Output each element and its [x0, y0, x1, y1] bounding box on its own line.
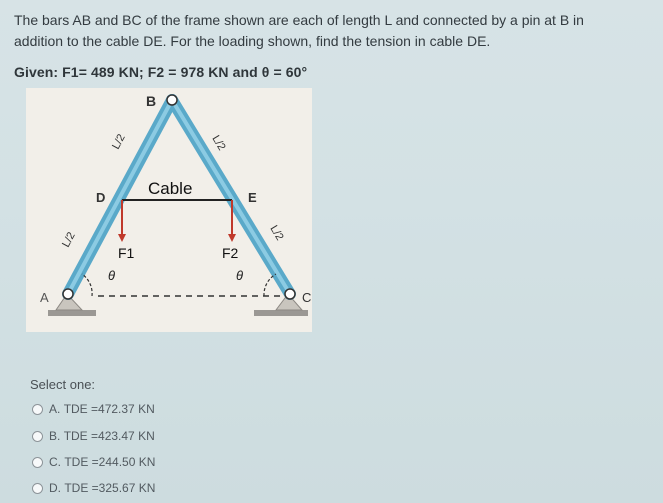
- given-values: [14, 64, 307, 80]
- given-text: Given: F1= 489 KN; F2 = 978 KN and θ = 60°: [14, 64, 308, 80]
- f2-label: F2: [222, 245, 239, 261]
- radio-c-icon[interactable]: [32, 457, 43, 468]
- force-f1-arrow-icon: [118, 234, 126, 242]
- question-text: [14, 10, 644, 52]
- label-c: C: [302, 290, 312, 305]
- cable-label: Cable: [148, 179, 193, 198]
- svg-text:L/2: L/2: [209, 133, 228, 153]
- option-d-letter: D.: [49, 481, 61, 495]
- theta-left-label: θ: [108, 268, 116, 283]
- label-a: A: [40, 290, 49, 305]
- option-a-text: TDE =472.37 KN: [63, 402, 155, 416]
- option-b[interactable]: [32, 429, 155, 443]
- label-b: B: [146, 93, 157, 109]
- option-c[interactable]: [32, 455, 155, 469]
- option-d[interactable]: [32, 481, 155, 495]
- question-line-2: addition to the cable DE. For the loading shown, find the tension in cable DE.: [14, 33, 491, 49]
- support-a-base: [48, 310, 96, 316]
- frame-diagram: [26, 88, 312, 332]
- select-one-label: Select one:: [30, 377, 96, 392]
- f1-label: F1: [118, 245, 135, 261]
- option-a-letter: A.: [49, 402, 61, 416]
- force-f2-arrow-icon: [228, 234, 236, 242]
- half-length-label-bc-upper: [209, 133, 227, 152]
- radio-d-icon[interactable]: [32, 483, 43, 494]
- svg-text:L/2: L/2: [60, 230, 78, 250]
- radio-a-icon[interactable]: [32, 404, 43, 415]
- support-c-base: [254, 310, 308, 316]
- svg-text:L/2: L/2: [110, 132, 128, 152]
- option-c-letter: C.: [49, 455, 61, 469]
- theta-right-label: θ: [236, 268, 244, 283]
- frame-figure: [26, 88, 312, 332]
- option-b-letter: B.: [49, 429, 61, 443]
- option-a[interactable]: [32, 402, 155, 416]
- half-length-label-ab-upper: [110, 132, 128, 151]
- pin-b: [167, 95, 177, 105]
- label-e: E: [248, 190, 257, 205]
- option-d-text: TDE =325.67 KN: [64, 481, 156, 495]
- label-d: D: [96, 190, 106, 205]
- option-b-text: TDE =423.47 KN: [63, 429, 155, 443]
- half-length-label-ab-lower: [60, 230, 78, 249]
- svg-text:L/2: L/2: [267, 223, 286, 243]
- radio-b-icon[interactable]: [32, 431, 43, 442]
- question-line-1: The bars AB and BC of the frame shown are each of length L and connected by a pin at B in: [14, 12, 584, 28]
- half-length-label-bc-lower: [267, 223, 285, 242]
- pin-a: [63, 289, 73, 299]
- pin-c: [285, 289, 295, 299]
- option-c-text: TDE =244.50 KN: [64, 455, 156, 469]
